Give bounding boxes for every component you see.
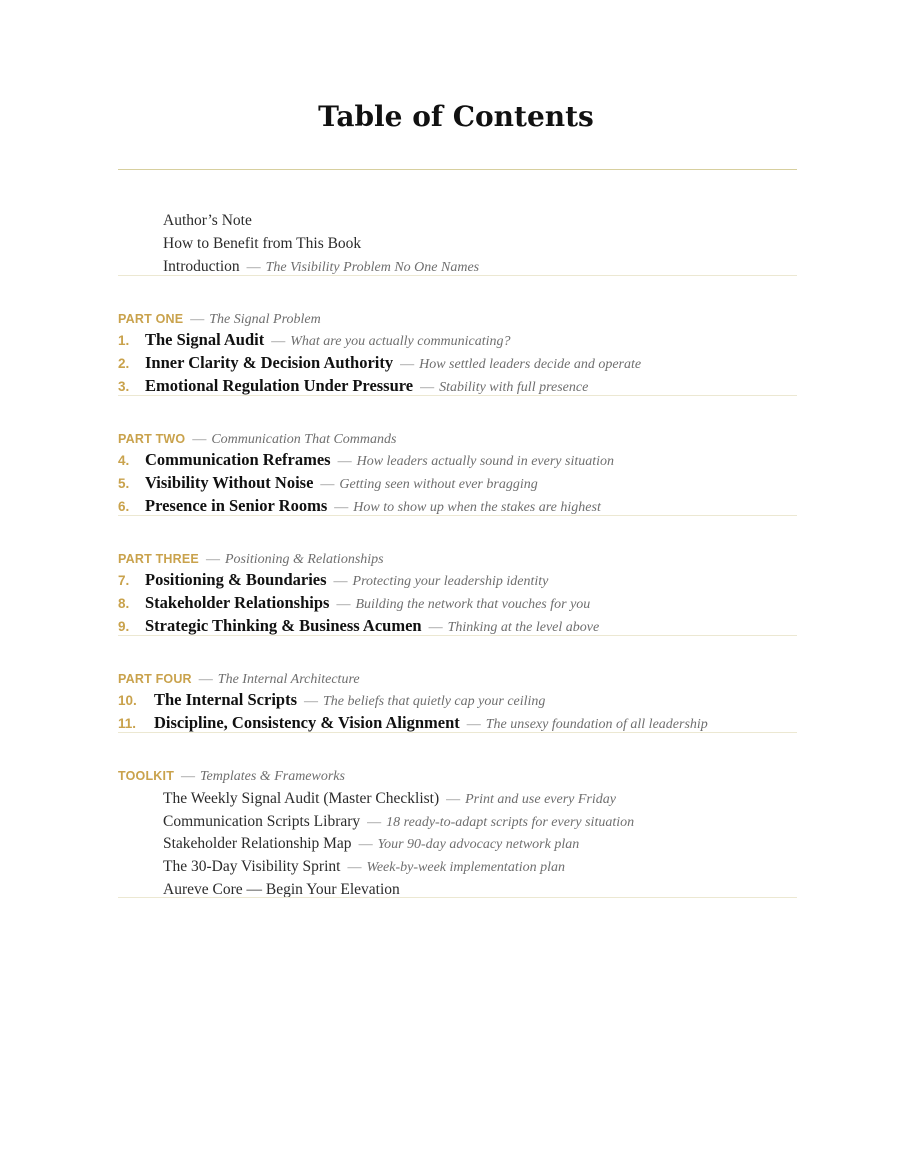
em-dash: — (246, 260, 261, 275)
em-dash: — (347, 860, 362, 875)
toc-toolkit-item-stakeholder-map[interactable] (163, 834, 579, 854)
entry-label: Communication Scripts Library (163, 813, 361, 830)
toc-entry-introduction[interactable] (163, 257, 479, 277)
chapter-subtitle: The unsexy foundation of all leadership (485, 717, 708, 732)
chapter-number: 2. (118, 356, 130, 371)
section-divider (118, 635, 797, 636)
chapter-title: Strategic Thinking & Business Acumen (145, 616, 422, 635)
em-dash: — (205, 552, 220, 567)
chapter-number: 7. (118, 573, 130, 588)
part-subtitle: The Internal Architecture (217, 672, 360, 687)
part-heading-three (118, 549, 384, 569)
em-dash: — (420, 380, 435, 395)
toc-chapter-6[interactable] (118, 497, 601, 517)
entry-label: The Weekly Signal Audit (Master Checklist) (163, 790, 440, 807)
section-divider (118, 515, 797, 516)
part-subtitle: Communication That Commands (211, 432, 397, 447)
toolkit-heading (118, 766, 345, 786)
chapter-number: 6. (118, 499, 130, 514)
toc-chapter-10[interactable] (118, 691, 545, 711)
entry-subtitle: Print and use every Friday (465, 792, 616, 807)
part-label: PART THREE (118, 552, 199, 566)
toc-chapter-4[interactable] (118, 451, 614, 471)
part-subtitle: Positioning & Relationships (224, 552, 384, 567)
toc-toolkit-item-scripts-library[interactable] (163, 812, 634, 832)
toc-entry-authors-note[interactable] (163, 211, 252, 230)
chapter-number: 11. (118, 716, 137, 731)
chapter-number: 8. (118, 596, 130, 611)
em-dash: — (400, 357, 415, 372)
chapter-subtitle: The beliefs that quietly cap your ceiling (323, 694, 546, 709)
chapter-subtitle: Getting seen without ever bragging (339, 477, 538, 492)
toc-chapter-7[interactable] (118, 571, 548, 591)
toolkit-label: TOOLKIT (118, 769, 175, 783)
toc-chapter-3[interactable] (118, 377, 588, 397)
entry-subtitle: Week-by-week implementation plan (366, 860, 565, 875)
em-dash: — (271, 334, 286, 349)
chapter-subtitle: Protecting your leadership identity (352, 574, 549, 589)
chapter-title: Stakeholder Relationships (145, 593, 330, 612)
chapter-number: 10. (118, 693, 137, 708)
chapter-subtitle: Thinking at the level above (447, 620, 600, 635)
part-heading-two (118, 429, 396, 449)
chapter-title: Visibility Without Noise (145, 473, 314, 492)
em-dash: — (337, 454, 352, 469)
chapter-title: Communication Reframes (145, 450, 331, 469)
chapter-number: 1. (118, 333, 130, 348)
entry-label: Stakeholder Relationship Map (163, 835, 352, 852)
chapter-title: Positioning & Boundaries (145, 570, 327, 589)
em-dash: — (428, 620, 443, 635)
toc-chapter-2[interactable] (118, 354, 641, 374)
toc-chapter-8[interactable] (118, 594, 590, 614)
title-rule (118, 169, 797, 170)
em-dash: — (181, 769, 196, 784)
section-divider (118, 275, 797, 276)
chapter-number: 9. (118, 619, 130, 634)
part-subtitle: The Signal Problem (209, 312, 321, 327)
section-divider (118, 395, 797, 396)
part-label: PART TWO (118, 432, 186, 446)
chapter-title: The Internal Scripts (154, 690, 298, 709)
chapter-title: Discipline, Consistency & Vision Alignment (154, 713, 460, 732)
entry-label: Aureve Core — Begin Your Elevation (163, 881, 400, 898)
toc-chapter-11[interactable] (118, 714, 708, 734)
chapter-title: Emotional Regulation Under Pressure (145, 376, 414, 395)
section-divider (118, 732, 797, 733)
toc-toolkit-item-weekly-audit[interactable] (163, 789, 616, 809)
entry-subtitle: Your 90-day advocacy network plan (377, 837, 580, 852)
em-dash: — (336, 597, 351, 612)
entry-subtitle: The Visibility Problem No One Names (265, 260, 480, 275)
em-dash: — (190, 312, 205, 327)
part-label: PART FOUR (118, 672, 192, 686)
chapter-subtitle: Building the network that vouches for you (355, 597, 591, 612)
entry-label: The 30-Day Visibility Sprint (163, 858, 341, 875)
em-dash: — (334, 500, 349, 515)
toc-chapter-9[interactable] (118, 617, 599, 637)
entry-label: Author’s Note (163, 212, 252, 229)
part-label: PART ONE (118, 312, 184, 326)
em-dash: — (333, 574, 348, 589)
chapter-title: Presence in Senior Rooms (145, 496, 328, 515)
em-dash: — (466, 717, 481, 732)
part-heading-one (118, 309, 321, 329)
chapter-subtitle: How to show up when the stakes are highest (353, 500, 601, 515)
toolkit-subtitle: Templates & Frameworks (200, 769, 345, 784)
toc-toolkit-item-visibility-sprint[interactable] (163, 857, 565, 877)
entry-subtitle: 18 ready-to-adapt scripts for every situation (386, 815, 635, 830)
chapter-subtitle: How settled leaders decide and operate (419, 357, 642, 372)
page-title: Table of Contents (318, 100, 594, 133)
toc-chapter-1[interactable] (118, 331, 511, 351)
chapter-subtitle: How leaders actually sound in every situation (356, 454, 615, 469)
chapter-number: 4. (118, 453, 130, 468)
chapter-number: 5. (118, 476, 130, 491)
entry-label: Introduction (163, 258, 240, 275)
toc-chapter-5[interactable] (118, 474, 538, 494)
em-dash: — (367, 815, 382, 830)
chapter-subtitle: What are you actually communicating? (290, 334, 511, 349)
section-divider (118, 897, 797, 898)
part-heading-four (118, 669, 360, 689)
chapter-title: The Signal Audit (145, 330, 265, 349)
em-dash: — (304, 694, 319, 709)
chapter-number: 3. (118, 379, 130, 394)
entry-label: How to Benefit from This Book (163, 235, 362, 252)
em-dash: — (198, 672, 213, 687)
toc-entry-how-to-benefit[interactable] (163, 234, 361, 253)
chapter-title: Inner Clarity & Decision Authority (145, 353, 394, 372)
em-dash: — (320, 477, 335, 492)
em-dash: — (446, 792, 461, 807)
em-dash: — (358, 837, 373, 852)
chapter-subtitle: Stability with full presence (439, 380, 589, 395)
em-dash: — (192, 432, 207, 447)
